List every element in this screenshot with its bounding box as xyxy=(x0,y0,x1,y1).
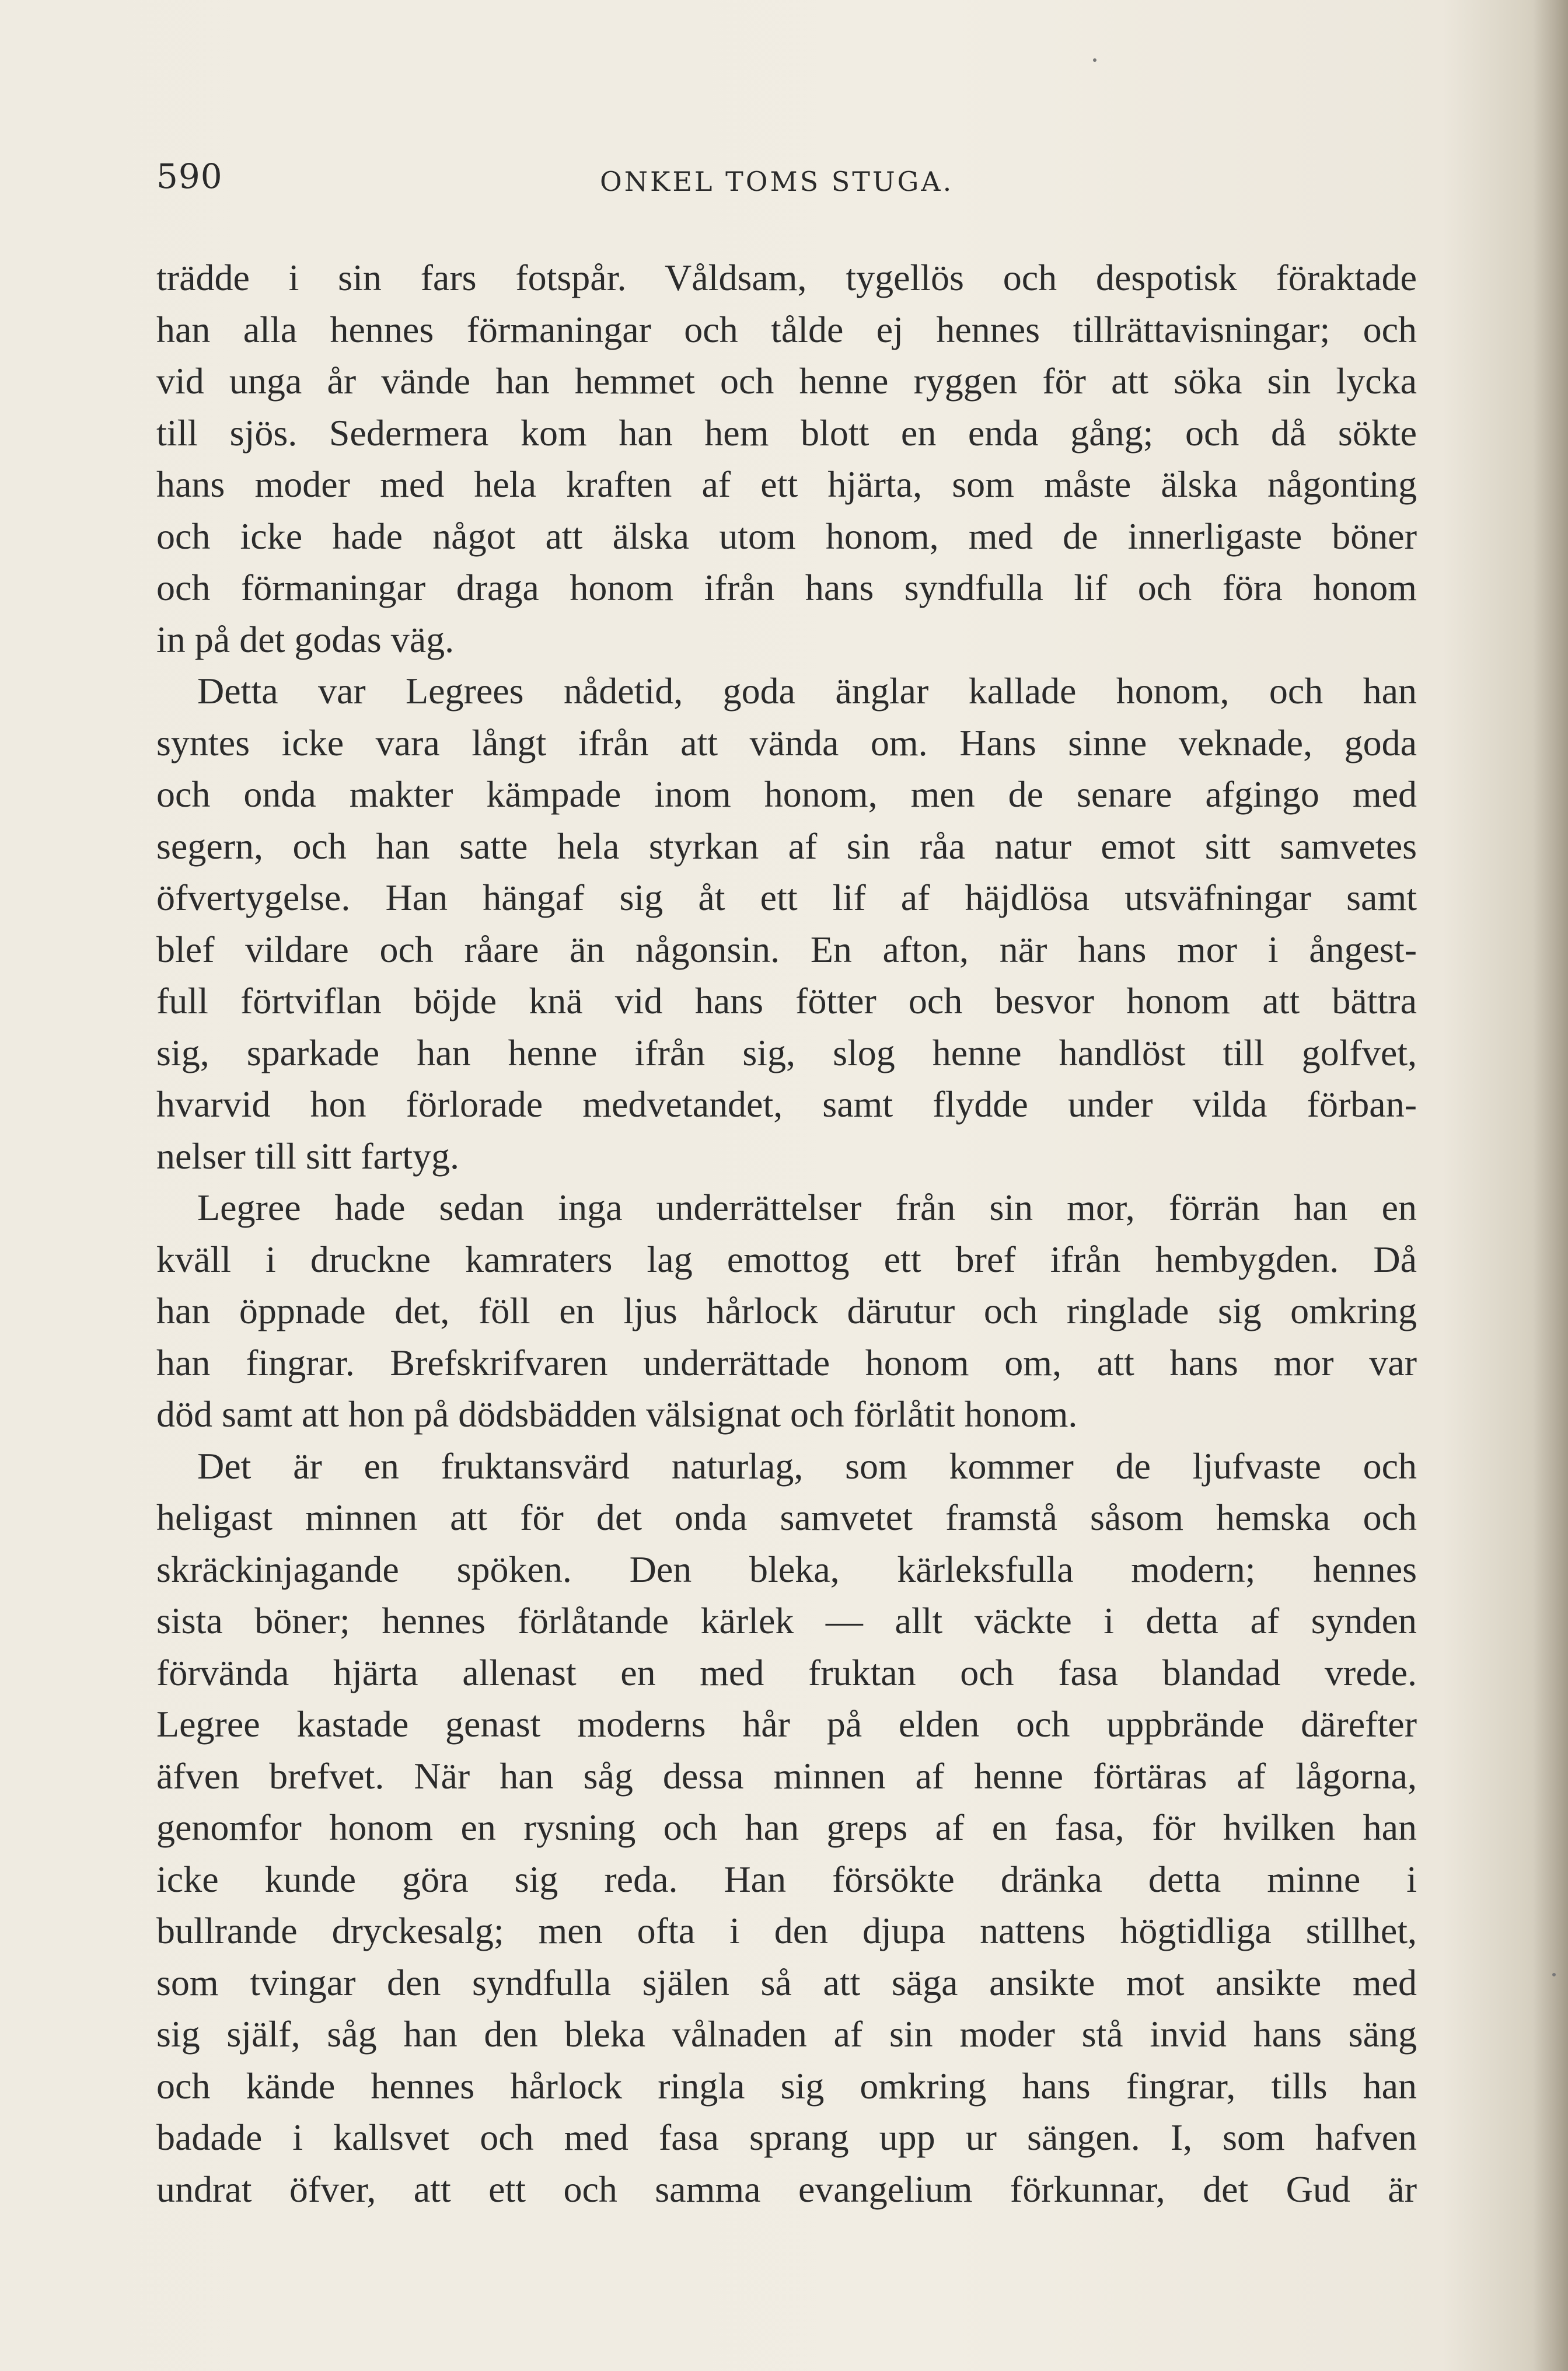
text-line: som tvingar den syndfulla själen så att säga ansikte mot ansikte med xyxy=(156,1961,1417,2003)
text-line: bullrande dryckesalg; men ofta i den djupa nattens högtidliga stillhet, xyxy=(156,1910,1417,1951)
text-line: död samt att hon på dödsbädden välsignat och förlåtit honom. xyxy=(156,1393,1078,1435)
text-line: undrat öfver, att ett och samma evangelium förkunnar, det Gud är xyxy=(156,2168,1417,2210)
speck-mark xyxy=(1552,1973,1556,1976)
text-line: in på det godas väg. xyxy=(156,618,455,660)
text-line: genomfor honom en rysning och han greps af en fasa, för hvilken han xyxy=(156,1807,1417,1848)
text-line: Det är en fruktansvärd naturlag, som kommer de ljufvaste och xyxy=(197,1445,1417,1487)
text-line: och onda makter kämpade inom honom, men de senare afgingo med xyxy=(156,773,1417,815)
text-line: kväll i druckne kamraters lag emottog ett bref ifrån hembygden. Då xyxy=(156,1238,1417,1280)
text-line: han öppnade det, föll en ljus hårlock därutur och ringlade sig omkring xyxy=(156,1290,1417,1331)
text-line: hans moder med hela kraften af ett hjärta, som måste älska någonting xyxy=(156,463,1417,505)
text-line: sista böner; hennes förlåtande kärlek — allt väckte i detta af synden xyxy=(156,1600,1417,1641)
running-head: ONKEL TOMS STUGA. xyxy=(600,166,954,197)
body-text xyxy=(156,252,1417,2215)
text-line: heligast minnen att för det onda samvetet framstå såsom hemska och xyxy=(156,1497,1417,1538)
text-line: sig, sparkade han henne ifrån sig, slog henne handlöst till golfvet, xyxy=(156,1031,1417,1073)
text-line: öfvertygelse. Han hängaf sig åt ett lif af häjdlösa utsväfningar samt xyxy=(156,877,1417,918)
page-number: 590 xyxy=(156,156,223,196)
page-header xyxy=(156,156,1417,209)
text-line: badade i kallsvet och med fasa sprang upp ur sängen. I, som hafven xyxy=(156,2117,1417,2158)
text-line: och icke hade något att älska utom honom, med de innerligaste böner xyxy=(156,515,1417,557)
text-line: vid unga år vände han hemmet och henne ryggen för att söka sin lycka xyxy=(156,360,1417,402)
text-line: och förmaningar draga honom ifrån hans syndfulla lif och föra honom xyxy=(156,567,1417,608)
text-line: Legree hade sedan inga underrättelser från sin mor, förrän han en xyxy=(197,1187,1417,1228)
text-line: icke kunde göra sig reda. Han försökte dränka detta minne i xyxy=(156,1858,1417,1900)
text-line: trädde i sin fars fotspår. Våldsam, tygellös och despotisk föraktade xyxy=(156,257,1417,298)
page-edge-shadow xyxy=(1533,0,1568,2371)
text-line: hvarvid hon förlorade medvetandet, samt flydde under vilda förban- xyxy=(156,1083,1417,1125)
text-line: segern, och han satte hela styrkan af sin råa natur emot sitt samvetes xyxy=(156,825,1417,867)
speck-mark xyxy=(1093,58,1096,62)
text-line: full förtviflan böjde knä vid hans fötter och besvor honom att bättra xyxy=(156,980,1417,1021)
text-line: nelser till sitt fartyg. xyxy=(156,1135,459,1177)
text-line: till sjös. Sedermera kom han hem blott en enda gång; och då sökte xyxy=(156,412,1417,454)
text-line: syntes icke vara långt ifrån att vända om. Hans sinne veknade, goda xyxy=(156,721,1417,763)
text-line: och kände hennes hårlock ringla sig omkring hans fingrar, tills han xyxy=(156,2065,1417,2107)
text-line: han fingrar. Brefskrifvaren underrättade honom om, att hans mor var xyxy=(156,1341,1417,1383)
text-line: Legree kastade genast moderns hår på elden och uppbrände därefter xyxy=(156,1703,1417,1745)
text-line: Detta var Legrees nådetid, goda änglar kallade honom, och han xyxy=(197,670,1417,712)
text-line: blef vildare och råare än någonsin. En afton, när hans mor i ångest- xyxy=(156,928,1417,970)
text-line: förvända hjärta allenast en med fruktan och fasa blandad vrede. xyxy=(156,1651,1417,1693)
text-line: sig själf, såg han den bleka vålnaden af sin moder stå invid hans säng xyxy=(156,2013,1417,2055)
text-line: äfven brefvet. När han såg dessa minnen af henne förtäras af lågorna, xyxy=(156,1755,1417,1797)
text-line: skräckinjagande spöken. Den bleka, kärleksfulla modern; hennes xyxy=(156,1548,1417,1590)
text-line: han alla hennes förmaningar och tålde ej hennes tillrättavisningar; och xyxy=(156,308,1417,350)
